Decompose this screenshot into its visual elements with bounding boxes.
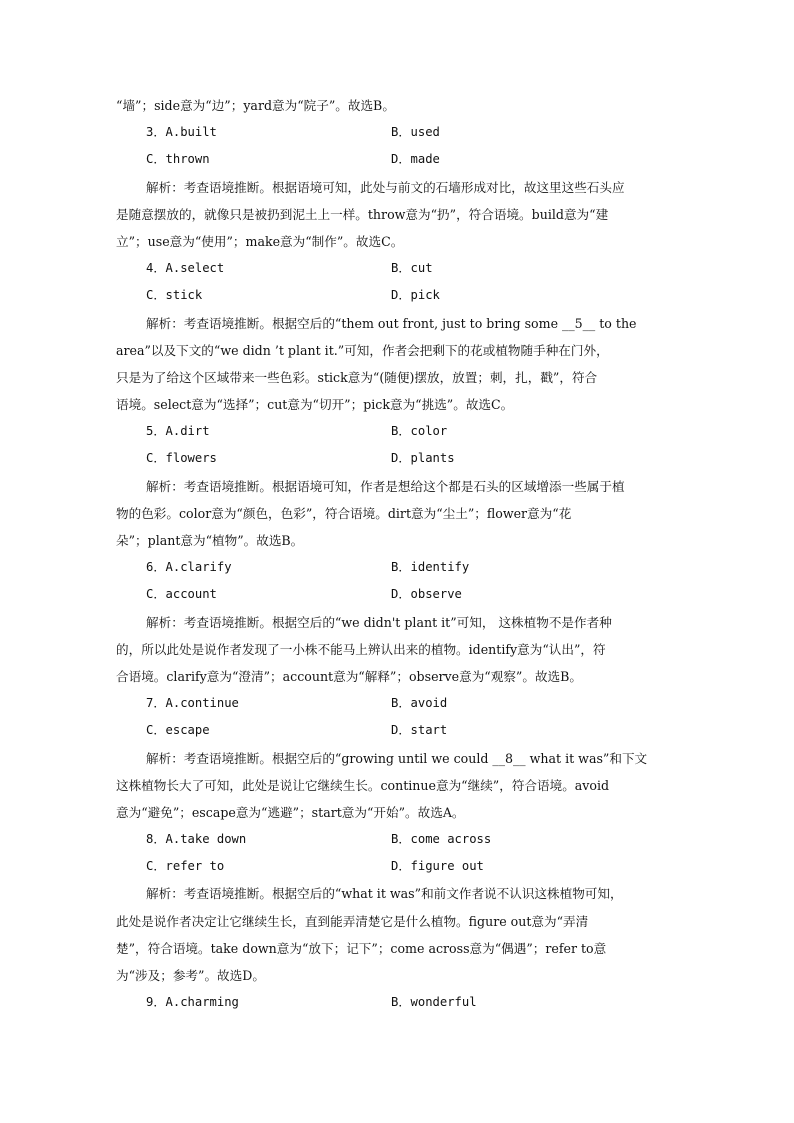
- option-right: B．avoid: [391, 696, 448, 711]
- option-left: 9．A.charming: [146, 995, 239, 1010]
- explanation-first-line: 解析：考查语境推断。根据语境可知，作者是想给这个都是石头的区域增添一些属于植: [146, 478, 625, 494]
- option-right: D．start: [391, 723, 448, 738]
- explanation-first-line: 解析：考查语境推断。根据语境可知，此处与前文的石墙形成对比，故这里这些石头应: [146, 179, 625, 195]
- option-left: C．stick: [146, 288, 203, 303]
- explanation-line: area”以及下文的“we didn ’t plant it.”可知，作者会把剩下的花或植物随手种在门外，: [116, 342, 609, 358]
- option-row: [116, 989, 678, 1016]
- option-row: [116, 146, 678, 173]
- explanation-line: 的，所以此处是说作者发现了一小株不能马上辨认出来的植物。identify意为“认出”，符: [116, 641, 606, 657]
- option-right: B．used: [391, 125, 440, 140]
- option-right: D．pick: [391, 288, 440, 303]
- option-right: D．made: [391, 152, 440, 167]
- explanation-line: 合语境。clarify意为“澄清”；account意为“解释”；observe意为“观察”。故选B。: [116, 668, 582, 684]
- option-right: D．figure out: [391, 859, 484, 874]
- option-left: C．refer to: [146, 859, 225, 874]
- option-left: C．thrown: [146, 152, 210, 167]
- option-left: C．account: [146, 587, 217, 602]
- option-left: 6．A.clarify: [146, 560, 232, 575]
- explanation-line: 物的色彩。color意为“颜色，色彩”，符合语境。dirt意为“尘土”；flower意为“花: [116, 505, 572, 521]
- option-row: [116, 255, 678, 282]
- explanation-first-line: 解析：考查语境推断。根据空后的“we didn't plant it”可知， 这株植物不是作者种: [146, 614, 612, 630]
- option-left: C．escape: [146, 723, 210, 738]
- option-left: 8．A.take down: [146, 832, 247, 847]
- explanation-line: 只是为了给这个区域带来一些色彩。stick意为“(随便)摆放，放置；刺，扎，戳”，符合: [116, 369, 598, 385]
- explanation-line: 此处是说作者决定让它继续生长，直到能弄清楚它是什么植物。figure out意为“弄清: [116, 913, 589, 929]
- option-row: [116, 581, 678, 608]
- explanation-line: “墙”；side意为“边”；yard意为“院子”。故选B。: [116, 98, 395, 113]
- explanation-line: 语境。select意为“选择”；cut意为“切开”；pick意为“挑选”。故选C。: [116, 397, 514, 413]
- explanation-first-line: 解析：考查语境推断。根据空后的“them out front, just to bring some __5__ to the: [146, 315, 637, 331]
- option-right: B．identify: [391, 560, 470, 575]
- option-left: 5．A.dirt: [146, 424, 210, 439]
- option-right: D．observe: [391, 587, 462, 602]
- option-row: [116, 853, 678, 880]
- option-row: [116, 418, 678, 445]
- option-right: B．wonderful: [391, 995, 477, 1010]
- explanation-first-line: 解析：考查语境推断。根据空后的“what it was”和前文作者说不认识这株植物可知，: [146, 886, 623, 902]
- option-left: 4．A.select: [146, 261, 225, 276]
- option-right: B．cut: [391, 261, 433, 276]
- explanation-line: 朵”；plant意为“植物”。故选B。: [116, 533, 304, 548]
- explanation-line: 意为“避免”；escape意为“逃避”；start意为“开始”。故选A。: [116, 804, 465, 820]
- option-row: [116, 554, 678, 581]
- option-row: [116, 826, 678, 853]
- option-right: D．plants: [391, 451, 455, 466]
- option-right: B．color: [391, 424, 448, 439]
- explanation-line: 为“涉及；参考”。故选D。: [116, 968, 265, 983]
- explanation-line: 立”；use意为“使用”；make意为“制作”。故选C。: [116, 233, 404, 249]
- explanation-first-line: 解析：考查语境推断。根据空后的“growing until we could __8__ what it was”和下文: [146, 750, 648, 766]
- option-left: 7．A.continue: [146, 696, 239, 711]
- option-left: 3．A.built: [146, 125, 217, 140]
- option-row: [116, 690, 678, 717]
- explanation-line: 这株植物长大了可知，此处是说让它继续生长。continue意为“继续”，符合语境。avoid: [116, 777, 610, 793]
- option-row: [116, 445, 678, 472]
- explanation-line: 楚”，符合语境。take down意为“放下；记下”；come across意为“偶遇”；refer to意: [116, 940, 607, 956]
- option-row: [116, 717, 678, 744]
- option-row: [116, 119, 678, 146]
- option-row: [116, 282, 678, 309]
- option-left: C．flowers: [146, 451, 217, 466]
- answer-explanation-page: [116, 92, 678, 1016]
- option-right: B．come across: [391, 832, 492, 847]
- explanation-line: 是随意摆放的，就像只是被扔到泥土上一样。throw意为“扔”，符合语境。build意为“建: [116, 206, 609, 222]
